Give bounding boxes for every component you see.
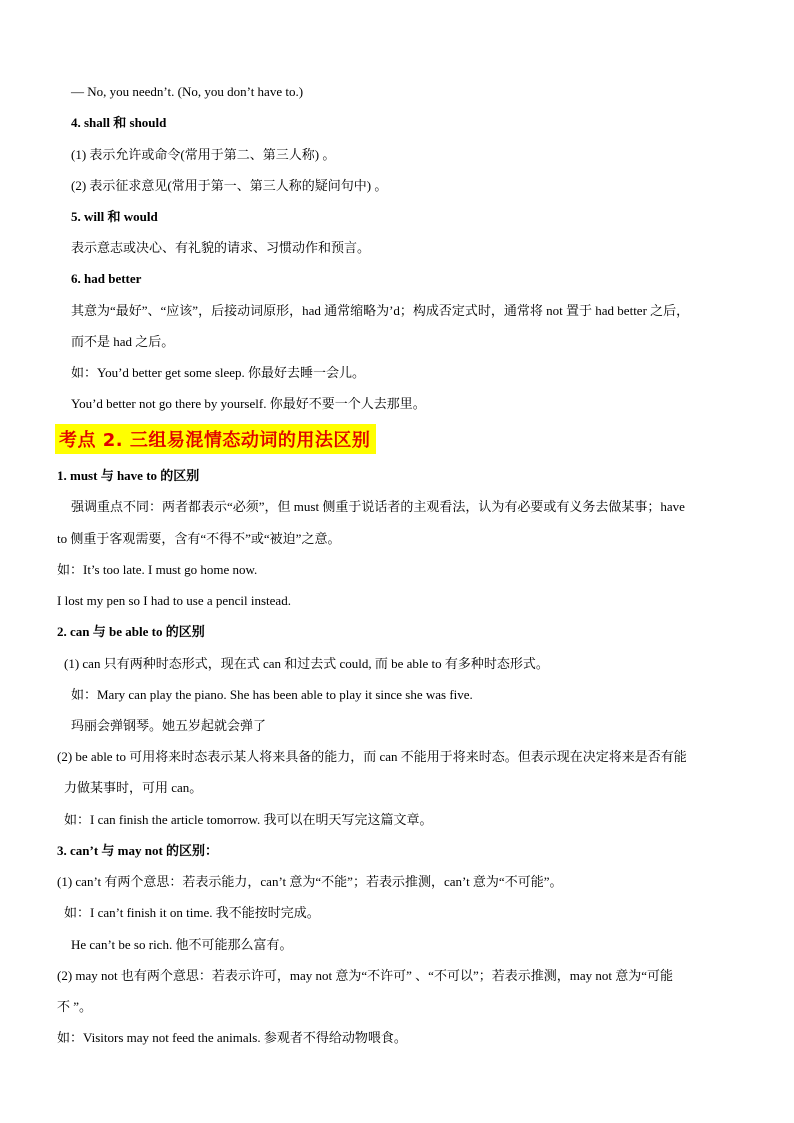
text-line: He can’t be so rich. 他不可能那么富有。 [71,937,293,952]
section-heading-highlight [55,424,376,454]
text-line: 不 ”。 [57,999,93,1014]
text-line: 表示意志或决心、有礼貌的请求、习惯动作和预言。 [71,240,371,255]
text-line: 如：I can’t finish it on time. 我不能按时完成。 [64,905,320,920]
subheading: 1. must 与 have to 的区别 [57,468,200,483]
text-line: 其意为“最好”、“应该”，后接动词原形，had 通常缩略为’d；构成否定式时，通常将 not 置于 had better 之后， [71,303,690,318]
subheading: 5. will 和 would [71,209,158,224]
text-line: 强调重点不同：两者都表示“必须”，但 must 侧重于说话者的主观看法，认为有必要或有义务去做某事；have [71,499,685,514]
text-line: 而不是 had 之后。 [71,334,175,349]
subheading: 6. had better [71,271,142,286]
text-line: (2) be able to 可用将来时态表示某人将来具备的能力，而 can 不能用于将来时态。但表示现在决定将来是否有能 [57,749,687,764]
subheading: 3. can’t 与 may not 的区别： [57,843,219,858]
text-line: 玛丽会弹钢琴。她五岁起就会弹了 [71,718,267,733]
text-line: 如：I can finish the article tomorrow. 我可以在明天写完这篇文章。 [64,812,433,827]
text-line: (2) 表示征求意见(常用于第一、第三人称的疑问句中) 。 [71,178,388,193]
subheading: 4. shall 和 should [71,115,167,130]
text-line: (1) 表示允许或命令(常用于第二、第三人称) 。 [71,147,336,162]
text-line: — No, you needn’t. (No, you don’t have to.) [71,84,304,99]
section-heading: 考点 2. 三组易混情态动词的用法区别 [59,430,371,451]
text-line: I lost my pen so I had to use a pencil instead. [57,593,291,608]
text-line: 如：It’s too late. I must go home now. [57,562,258,577]
text-line: 如：Mary can play the piano. She has been able to play it since she was five. [71,687,473,702]
text-line: (1) can 只有两种时态形式，现在式 can 和过去式 could, 而 be able to 有多种时态形式。 [64,656,549,671]
text-line: 如：You’d better get some sleep. 你最好去睡一会儿。 [71,365,366,380]
text-line: 力做某事时，可用 can。 [64,780,203,795]
subheading: 2. can 与 be able to 的区别 [57,624,205,639]
text-line: You’d better not go there by yourself. 你最好不要一个人去那里。 [71,396,426,411]
text-line: (1) can’t 有两个意思：若表示能力，can’t 意为“不能”；若表示推测，can’t 意为“不可能”。 [57,874,563,889]
text-line: to 侧重于客观需要，含有“不得不”或“被迫”之意。 [57,531,341,546]
text-line: 如：Visitors may not feed the animals. 参观者不得给动物喂食。 [57,1030,407,1045]
text-line: (2) may not 也有两个意思：若表示许可，may not 意为“不许可” 、“不可以”；若表示推测，may not 意为“可能 [57,968,673,983]
